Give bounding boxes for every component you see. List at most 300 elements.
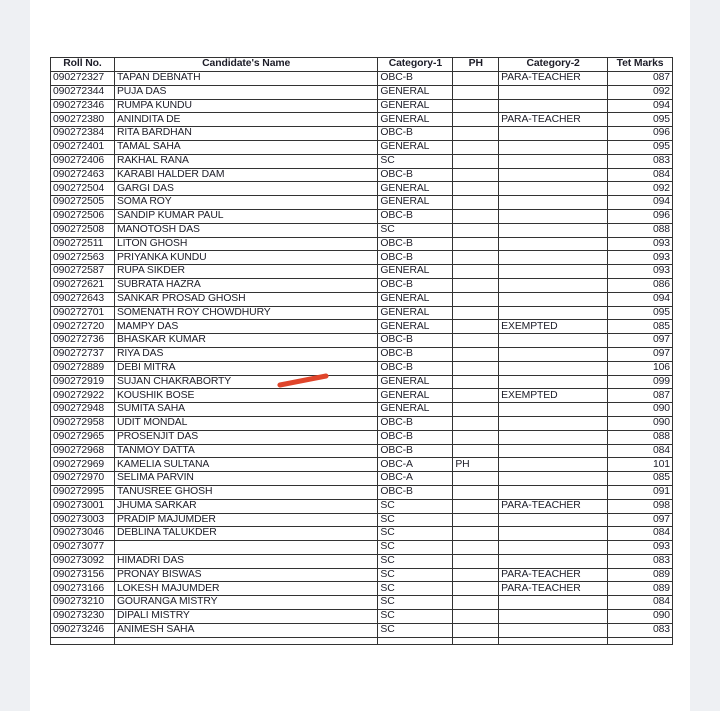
table-row — [51, 140, 673, 154]
cell-roll-no: 090272506 — [51, 209, 115, 223]
table-body — [51, 72, 673, 645]
table-row — [51, 389, 673, 403]
cell-ph — [453, 223, 499, 237]
cell-category-1: OBC-B — [378, 485, 453, 499]
cell-tet-marks: 101 — [608, 458, 673, 472]
cell-tet-marks: 084 — [608, 527, 673, 541]
cell-roll-no: 090273246 — [51, 623, 115, 637]
cell-ph — [453, 237, 499, 251]
cell-ph — [453, 485, 499, 499]
results-table — [50, 57, 673, 645]
cell-ph — [453, 72, 499, 86]
cell-category-1: SC — [378, 154, 453, 168]
cell-category-1: OBC-B — [378, 444, 453, 458]
cell-candidate-name: PROSENJIT DAS — [114, 430, 377, 444]
cell-candidate-name: DEBI MITRA — [114, 361, 377, 375]
cell-category-2: PARA-TEACHER — [499, 113, 608, 127]
cell-roll-no: 090272505 — [51, 196, 115, 210]
cell-roll-no: 090272327 — [51, 72, 115, 86]
cell-tet-marks: 093 — [608, 237, 673, 251]
cell-roll-no: 090272701 — [51, 306, 115, 320]
cell-tet-marks: 097 — [608, 513, 673, 527]
cell-tet-marks: 090 — [608, 610, 673, 624]
cell-candidate-name — [114, 541, 377, 555]
cell-category-2 — [499, 444, 608, 458]
cell-ph — [453, 251, 499, 265]
cell-category-2 — [499, 237, 608, 251]
cell-category-2 — [499, 196, 608, 210]
table-row — [51, 499, 673, 513]
table-row — [51, 623, 673, 637]
table-row — [51, 292, 673, 306]
cell-category-1: SC — [378, 623, 453, 637]
table-row — [51, 113, 673, 127]
cell-candidate-name: ANINDITA DE — [114, 113, 377, 127]
cell-tet-marks: 092 — [608, 85, 673, 99]
cell-candidate-name: HIMADRI DAS — [114, 554, 377, 568]
cell-ph — [453, 334, 499, 348]
cell-category-2 — [499, 251, 608, 265]
table-row — [51, 209, 673, 223]
cell-tet-marks: 084 — [608, 444, 673, 458]
cell-category-2 — [499, 416, 608, 430]
cell-candidate-name: TAPAN DEBNATH — [114, 72, 377, 86]
cell-ph — [453, 513, 499, 527]
cell-ph — [453, 554, 499, 568]
table-row — [51, 513, 673, 527]
cell-roll-no: 090272919 — [51, 375, 115, 389]
cell-category-1: GENERAL — [378, 140, 453, 154]
cell-tet-marks: 095 — [608, 113, 673, 127]
cell-category-1: OBC-B — [378, 430, 453, 444]
table-row — [51, 485, 673, 499]
cell-category-1: GENERAL — [378, 375, 453, 389]
cell-category-1: GENERAL — [378, 265, 453, 279]
cell-candidate-name: SANKAR PROSAD GHOSH — [114, 292, 377, 306]
cell-category-1: OBC-A — [378, 458, 453, 472]
cell-category-2 — [499, 403, 608, 417]
cell-roll-no: 090272736 — [51, 334, 115, 348]
cell-tet-marks: 087 — [608, 72, 673, 86]
cell-category-1: GENERAL — [378, 320, 453, 334]
cell-tet-marks: 097 — [608, 347, 673, 361]
cell-candidate-name: RUMPA KUNDU — [114, 99, 377, 113]
cell-candidate-name: ANIMESH SAHA — [114, 623, 377, 637]
cell-candidate-name: PRADIP MAJUMDER — [114, 513, 377, 527]
table-row — [51, 278, 673, 292]
cell-tet-marks: 086 — [608, 278, 673, 292]
cell-category-2: PARA-TEACHER — [499, 499, 608, 513]
cell-category-1: SC — [378, 568, 453, 582]
cell-candidate-name: GARGI DAS — [114, 182, 377, 196]
cell-roll-no: 090272401 — [51, 140, 115, 154]
table-row — [51, 265, 673, 279]
cell-category-2 — [499, 182, 608, 196]
cell-tet-marks: 094 — [608, 99, 673, 113]
cell-category-1: SC — [378, 513, 453, 527]
cell-candidate-name: TANMOY DATTA — [114, 444, 377, 458]
cell-category-2 — [499, 472, 608, 486]
cell-candidate-name: SANDIP KUMAR PAUL — [114, 209, 377, 223]
cell-roll-no: 090272621 — [51, 278, 115, 292]
cell-category-2 — [499, 99, 608, 113]
cell-category-1: SC — [378, 527, 453, 541]
cell-candidate-name: DEBLINA TALUKDER — [114, 527, 377, 541]
cell-category-2 — [499, 554, 608, 568]
cell-candidate-name: SOMENATH ROY CHOWDHURY — [114, 306, 377, 320]
cell-roll-no: 090272463 — [51, 168, 115, 182]
cell-roll-no: 090273003 — [51, 513, 115, 527]
cell-ph — [453, 499, 499, 513]
cell-ph — [453, 265, 499, 279]
cell-tet-marks: 092 — [608, 182, 673, 196]
cell-category-1: OBC-B — [378, 278, 453, 292]
cell-ph — [453, 541, 499, 555]
cell-category-1: GENERAL — [378, 196, 453, 210]
table-row — [51, 320, 673, 334]
cell-category-1: SC — [378, 554, 453, 568]
cell-roll-no: 090272504 — [51, 182, 115, 196]
cell-candidate-name: JHUMA SARKAR — [114, 499, 377, 513]
cell-category-2 — [499, 85, 608, 99]
cell-candidate-name: RITA BARDHAN — [114, 127, 377, 141]
cell-ph — [453, 582, 499, 596]
cell-roll-no: 090272643 — [51, 292, 115, 306]
cell-tet-marks: 093 — [608, 251, 673, 265]
header-ph: PH — [453, 58, 499, 72]
cell-candidate-name: KARABI HALDER DAM — [114, 168, 377, 182]
cell-candidate-name: SELIMA PARVIN — [114, 472, 377, 486]
cell-ph — [453, 610, 499, 624]
table-row — [51, 251, 673, 265]
cell-category-2 — [499, 361, 608, 375]
cell-category-1: OBC-B — [378, 361, 453, 375]
cell-roll-no: 090272889 — [51, 361, 115, 375]
cell-tet-marks: 085 — [608, 320, 673, 334]
cell-category-2 — [499, 541, 608, 555]
cell-candidate-name: UDIT MONDAL — [114, 416, 377, 430]
cell-category-1: GENERAL — [378, 306, 453, 320]
cell-ph — [453, 623, 499, 637]
table-row — [51, 361, 673, 375]
table-row — [51, 472, 673, 486]
header-category-1: Category-1 — [378, 58, 453, 72]
partial-cell — [51, 637, 115, 644]
cell-ph: PH — [453, 458, 499, 472]
cell-category-1: SC — [378, 499, 453, 513]
cell-tet-marks: 087 — [608, 389, 673, 403]
cell-roll-no: 090273001 — [51, 499, 115, 513]
cell-category-2 — [499, 223, 608, 237]
cell-tet-marks: 083 — [608, 623, 673, 637]
cell-candidate-name: MAMPY DAS — [114, 320, 377, 334]
cell-candidate-name: RAKHAL RANA — [114, 154, 377, 168]
cell-tet-marks: 106 — [608, 361, 673, 375]
cell-tet-marks: 099 — [608, 375, 673, 389]
cell-tet-marks: 083 — [608, 154, 673, 168]
cell-ph — [453, 292, 499, 306]
table-row — [51, 182, 673, 196]
cell-roll-no: 090272965 — [51, 430, 115, 444]
cell-candidate-name: BHASKAR KUMAR — [114, 334, 377, 348]
cell-category-2 — [499, 458, 608, 472]
cell-tet-marks: 096 — [608, 209, 673, 223]
cell-ph — [453, 85, 499, 99]
cell-ph — [453, 596, 499, 610]
cell-category-2 — [499, 127, 608, 141]
cell-category-1: SC — [378, 541, 453, 555]
cell-category-2 — [499, 334, 608, 348]
table-row — [51, 306, 673, 320]
cell-roll-no: 090272511 — [51, 237, 115, 251]
cell-tet-marks: 091 — [608, 485, 673, 499]
partial-row-cutoff — [51, 637, 673, 644]
cell-candidate-name: GOURANGA MISTRY — [114, 596, 377, 610]
cell-category-1: GENERAL — [378, 85, 453, 99]
table-row — [51, 72, 673, 86]
cell-category-2 — [499, 306, 608, 320]
cell-tet-marks: 093 — [608, 265, 673, 279]
cell-ph — [453, 182, 499, 196]
cell-roll-no: 090272720 — [51, 320, 115, 334]
cell-category-1: GENERAL — [378, 292, 453, 306]
cell-roll-no: 090272587 — [51, 265, 115, 279]
table-row — [51, 334, 673, 348]
cell-candidate-name: KAMELIA SULTANA — [114, 458, 377, 472]
cell-tet-marks: 088 — [608, 223, 673, 237]
cell-category-1: OBC-B — [378, 251, 453, 265]
partial-cell — [378, 637, 453, 644]
cell-tet-marks: 098 — [608, 499, 673, 513]
cell-category-2 — [499, 430, 608, 444]
cell-category-2 — [499, 485, 608, 499]
cell-roll-no: 090272970 — [51, 472, 115, 486]
cell-category-2 — [499, 292, 608, 306]
cell-tet-marks: 093 — [608, 541, 673, 555]
partial-cell — [453, 637, 499, 644]
cell-tet-marks: 085 — [608, 472, 673, 486]
cell-category-2 — [499, 596, 608, 610]
cell-tet-marks: 088 — [608, 430, 673, 444]
header-row — [51, 58, 673, 72]
cell-tet-marks: 084 — [608, 168, 673, 182]
cell-ph — [453, 403, 499, 417]
cell-roll-no: 090273156 — [51, 568, 115, 582]
cell-ph — [453, 209, 499, 223]
cell-tet-marks: 096 — [608, 127, 673, 141]
table-row — [51, 444, 673, 458]
cell-tet-marks: 095 — [608, 306, 673, 320]
table-row — [51, 541, 673, 555]
cell-candidate-name: PRIYANKA KUNDU — [114, 251, 377, 265]
cell-category-2 — [499, 513, 608, 527]
table-row — [51, 375, 673, 389]
cell-tet-marks: 083 — [608, 554, 673, 568]
cell-ph — [453, 306, 499, 320]
cell-roll-no: 090273230 — [51, 610, 115, 624]
cell-roll-no: 090273166 — [51, 582, 115, 596]
cell-ph — [453, 430, 499, 444]
cell-ph — [453, 320, 499, 334]
cell-roll-no: 090272384 — [51, 127, 115, 141]
table-row — [51, 99, 673, 113]
cell-category-2: PARA-TEACHER — [499, 72, 608, 86]
cell-candidate-name: DIPALI MISTRY — [114, 610, 377, 624]
header-candidate-name: Candidate's Name — [114, 58, 377, 72]
cell-roll-no: 090272948 — [51, 403, 115, 417]
cell-tet-marks: 097 — [608, 334, 673, 348]
table-row — [51, 85, 673, 99]
header-roll-no: Roll No. — [51, 58, 115, 72]
cell-ph — [453, 196, 499, 210]
partial-cell — [608, 637, 673, 644]
cell-category-2 — [499, 527, 608, 541]
cell-ph — [453, 472, 499, 486]
cell-candidate-name: TANUSREE GHOSH — [114, 485, 377, 499]
cell-ph — [453, 361, 499, 375]
cell-ph — [453, 375, 499, 389]
cell-tet-marks: 089 — [608, 582, 673, 596]
cell-category-2 — [499, 140, 608, 154]
cell-category-1: OBC-B — [378, 209, 453, 223]
cell-category-2 — [499, 265, 608, 279]
cell-category-2: EXEMPTED — [499, 389, 608, 403]
cell-category-1: OBC-B — [378, 127, 453, 141]
table-row — [51, 347, 673, 361]
cell-roll-no: 090272508 — [51, 223, 115, 237]
cell-roll-no: 090272922 — [51, 389, 115, 403]
table-row — [51, 527, 673, 541]
cell-roll-no: 090273092 — [51, 554, 115, 568]
partial-cell — [499, 637, 608, 644]
cell-category-1: OBC-B — [378, 168, 453, 182]
cell-ph — [453, 168, 499, 182]
cell-category-1: GENERAL — [378, 99, 453, 113]
table-row — [51, 554, 673, 568]
cell-ph — [453, 347, 499, 361]
table-row — [51, 154, 673, 168]
cell-tet-marks: 094 — [608, 196, 673, 210]
cell-roll-no: 090272344 — [51, 85, 115, 99]
table-row — [51, 168, 673, 182]
table-row — [51, 223, 673, 237]
table-header — [51, 58, 673, 72]
cell-ph — [453, 389, 499, 403]
cell-tet-marks: 084 — [608, 596, 673, 610]
cell-category-2 — [499, 347, 608, 361]
cell-category-2 — [499, 610, 608, 624]
cell-ph — [453, 140, 499, 154]
cell-ph — [453, 127, 499, 141]
table-row — [51, 430, 673, 444]
cell-candidate-name: PRONAY BISWAS — [114, 568, 377, 582]
cell-category-1: GENERAL — [378, 389, 453, 403]
cell-category-2 — [499, 623, 608, 637]
cell-category-1: GENERAL — [378, 403, 453, 417]
cell-category-2: PARA-TEACHER — [499, 568, 608, 582]
cell-roll-no: 090273046 — [51, 527, 115, 541]
table-row — [51, 237, 673, 251]
cell-roll-no: 090272968 — [51, 444, 115, 458]
table-row — [51, 568, 673, 582]
cell-roll-no: 090272737 — [51, 347, 115, 361]
cell-candidate-name: LITON GHOSH — [114, 237, 377, 251]
cell-ph — [453, 278, 499, 292]
cell-candidate-name: TAMAL SAHA — [114, 140, 377, 154]
cell-roll-no: 090273210 — [51, 596, 115, 610]
partial-cell — [114, 637, 377, 644]
cell-category-1: OBC-A — [378, 472, 453, 486]
cell-category-2: PARA-TEACHER — [499, 582, 608, 596]
cell-roll-no: 090272995 — [51, 485, 115, 499]
cell-category-1: OBC-B — [378, 416, 453, 430]
cell-ph — [453, 113, 499, 127]
cell-roll-no: 090272406 — [51, 154, 115, 168]
cell-ph — [453, 568, 499, 582]
cell-candidate-name: RUPA SIKDER — [114, 265, 377, 279]
table-row — [51, 582, 673, 596]
cell-roll-no: 090272380 — [51, 113, 115, 127]
cell-category-1: OBC-B — [378, 334, 453, 348]
cell-candidate-name: KOUSHIK BOSE — [114, 389, 377, 403]
table-row — [51, 416, 673, 430]
cell-tet-marks: 094 — [608, 292, 673, 306]
cell-category-1: GENERAL — [378, 113, 453, 127]
cell-ph — [453, 99, 499, 113]
cell-tet-marks: 090 — [608, 416, 673, 430]
cell-candidate-name: SUBRATA HAZRA — [114, 278, 377, 292]
table-row — [51, 403, 673, 417]
cell-category-1: SC — [378, 582, 453, 596]
cell-roll-no: 090272563 — [51, 251, 115, 265]
cell-category-1: GENERAL — [378, 182, 453, 196]
cell-ph — [453, 527, 499, 541]
cell-category-2 — [499, 375, 608, 389]
cell-ph — [453, 416, 499, 430]
cell-candidate-name: SUJAN CHAKRABORTY — [114, 375, 377, 389]
cell-candidate-name: PUJA DAS — [114, 85, 377, 99]
cell-candidate-name: SUMITA SAHA — [114, 403, 377, 417]
cell-category-2 — [499, 209, 608, 223]
cell-roll-no: 090273077 — [51, 541, 115, 555]
table-row — [51, 596, 673, 610]
table-row — [51, 196, 673, 210]
table-row — [51, 127, 673, 141]
cell-category-1: SC — [378, 223, 453, 237]
cell-category-1: SC — [378, 610, 453, 624]
cell-candidate-name: SOMA ROY — [114, 196, 377, 210]
cell-category-2 — [499, 278, 608, 292]
cell-roll-no: 090272958 — [51, 416, 115, 430]
cell-category-1: SC — [378, 596, 453, 610]
cell-category-1: OBC-B — [378, 347, 453, 361]
cell-candidate-name: MANOTOSH DAS — [114, 223, 377, 237]
cell-ph — [453, 154, 499, 168]
cell-category-1: OBC-B — [378, 237, 453, 251]
cell-roll-no: 090272969 — [51, 458, 115, 472]
table-row — [51, 610, 673, 624]
header-category-2: Category-2 — [499, 58, 608, 72]
cell-roll-no: 090272346 — [51, 99, 115, 113]
cell-ph — [453, 444, 499, 458]
cell-tet-marks: 089 — [608, 568, 673, 582]
cell-candidate-name: RIYA DAS — [114, 347, 377, 361]
cell-category-2: EXEMPTED — [499, 320, 608, 334]
table-row — [51, 458, 673, 472]
cell-category-1: OBC-B — [378, 72, 453, 86]
cell-tet-marks: 095 — [608, 140, 673, 154]
cell-candidate-name: LOKESH MAJUMDER — [114, 582, 377, 596]
